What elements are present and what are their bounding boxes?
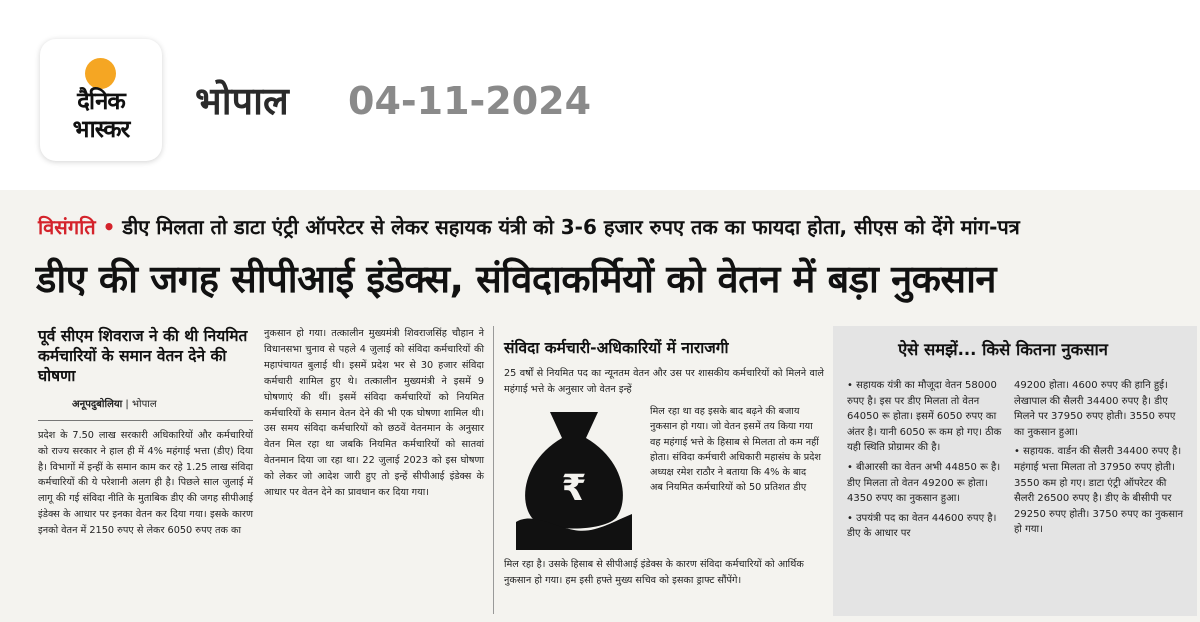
money-bag-icon — [512, 404, 637, 554]
explainer-item: • सहायक. वार्डन की सैलरी 34400 रुपए है। महंगाई भत्ता मिलता तो 37950 रुपए होती। 3550 कम हो गए। डाटा एंट्री ऑपरेटर की सैलरी 26500 रुपए है। डीए के बीसीपी पर 29250 रुपए होती। 3750 रुपए का नुकसान हो गया। — [1014, 446, 1184, 536]
column3-heading: संविदा कर्मचारी-अधिकारियों में नाराजगी — [504, 339, 729, 357]
column3-bottom-text: मिल रहा है। उसके हिसाब से सीपीआई इंडेक्स के कारण संविदा कर्मचारियों को आर्थिक नुकसान हो गया। हम इसी हफ्ते मुख्य सचिव को इसका ड्राफ्ट सौंपेंगे। — [504, 559, 804, 586]
explainer-title: ऐसे समझें... किसे कितना नुकसान — [898, 340, 1108, 359]
explainer-column-2 — [1014, 378, 1184, 542]
headline: डीए की जगह सीपीआई इंडेक्स, संविदाकर्मियों को वेतन में बड़ा नुकसान — [36, 257, 997, 301]
column2-body: नुकसान हो गया। तत्कालीन मुख्यमंत्री शिवराजसिंह चौहान ने विधानसभा चुनाव से पहले 4 जुलाई को संविदा कर्मचारियों की महापंचायत बुलाई थी। इसमें प्रदेश भर से 30 हजार संविदा कर्मचारी शामिल हुए थे। तत्कालीन मुख्यमंत्री ने इसमें 9 घोषणाएं की थीं। इसमें संविदा कर्मचारियों को नियमित कर्मचारियों के समान वेतन देने की भी एक घोषणा शामिल थी। उस समय संविदा कर्मचारियों को छठवें वेतनमान के अनुसार वेतन मिल रहा था जबकि नियमित कर्मचारियों को सातवां वेतनमान दिया जा रहा था। 22 जुलाई 2023 को इस घोषणा को लेकर जो आदेश जारी हुए तो इन्हें सीपीआई इंडेक्स के आधार पर वेतन देने का प्रावधान कर दिया गया। — [264, 328, 484, 499]
divider — [38, 420, 253, 421]
byline — [72, 398, 157, 412]
logo-sun-icon — [85, 58, 116, 89]
column3-intro: 25 वर्षों से नियमित पद का न्यूनतम वेतन और उस पर शासकीय कर्मचारियों को मिलने वाले महंगाई भत्ते के अनुसार जो वेतन इन्हें — [504, 368, 824, 395]
explainer-column-1 — [847, 378, 1007, 546]
byline-city: | भोपाल — [122, 399, 157, 410]
kicker-text: डीए मिलता तो डाटा एंट्री ऑपरेटर से लेकर सहायक यंत्री को 3-6 हजार रुपए तक का फायदा होता, सीएस को देंगे मांग-पत्र — [115, 215, 1020, 239]
dainik-bhaskar-logo[interactable] — [40, 39, 162, 161]
logo-text-bhaskar: भास्कर — [72, 115, 130, 143]
rupee-symbol: ₹ — [561, 468, 587, 509]
column1-body: प्रदेश के 7.50 लाख सरकारी अधिकारियों और कर्मचारियों को राज्य सरकार ने हाल ही में 4% महंगाई भत्ता (डीए) दिया है। विभागों में इन्हीं के समान काम कर रहे 1.25 लाख संविदा कर्मचारियों की ये परेशानी अलग ही है। पिछले साल जुलाई में लागू की गई संविदा नीति के मुताबिक डीए की जगह सीपीआई इंडेक्स के आधार पर इनका वेतन कर दिया गया। इसके कारण इनको वेतन में 2150 रुपए से लेकर 6050 रुपए तक का — [38, 430, 253, 536]
explainer-item: • सहायक यंत्री का मौजूदा वेतन 58000 रुपए है। इस पर डीए मिलता तो वेतन 64050 रू होता। इसमें 6050 रुपए का अंतर है। यानी 6050 रू कम हो गए। ठीक यही स्थिति प्रोग्रामर की है। — [847, 380, 1002, 454]
city-label: भोपाल — [195, 79, 289, 123]
date-label: 04-11-2024 — [348, 79, 592, 123]
column1-heading: पूर्व सीएम शिवराज ने की थी नियमित कर्मचारियों के समान वेतन देने की घोषणा — [38, 327, 248, 385]
kicker-tag: विसंगति • — [38, 215, 116, 239]
column-separator — [493, 326, 494, 614]
byline-name: अनूपदुबोलिया — [72, 399, 123, 410]
kicker-line — [38, 212, 1188, 242]
explainer-item: • उपयंत्री पद का वेतन 44600 रुपए है। डीए के आधार पर — [847, 512, 997, 540]
column3-side-text: मिल रहा था वह इसके बाद बढ़ने की बजाय नुकसान हो गया। जो वेतन इसमें तय किया गया वह महंगाई भत्ते के हिसाब से मिलता तो कम नहीं होता। संविदा कर्मचारी अधिकारी महासंघ के प्रदेश अध्यक्ष रमेश राठौर ने बताया कि 4% के बाद अब नियमित कर्मचारियों को 50 प्रतिशत डीए — [650, 406, 821, 494]
explainer-item: • बीआरसी का वेतन अभी 44850 रू है। डीए मिलता तो वेतन 49200 रू होता। 4350 रुपए का नुकसान हुआ। — [847, 461, 1001, 505]
logo-text-dainik: दैनिक — [77, 87, 125, 115]
explainer-item: 49200 होता। 4600 रुपए की हानि हुई। लेखापाल की सैलरी 34400 रुपए है। डीए मिलने पर 37950 रुपए होती। 3550 रुपए का नुकसान हुआ। — [1014, 380, 1176, 438]
